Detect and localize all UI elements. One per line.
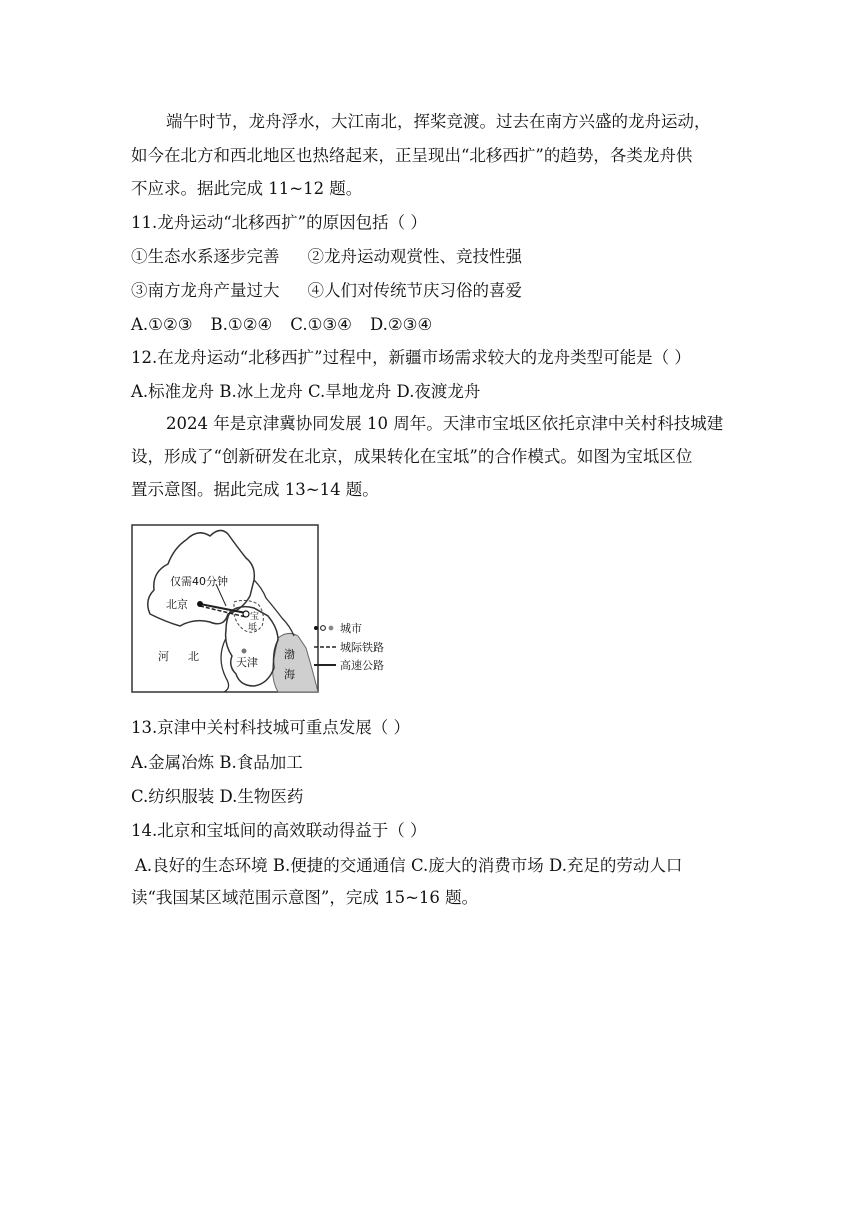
intro-paragraph-1-line-1: 端午时节，龙舟浮水，大江南北，挥桨竞渡。过去在南方兴盛的龙舟运动，: [166, 112, 711, 131]
beijing-city-marker: [197, 601, 203, 607]
question-11-items-row-1: [131, 246, 522, 268]
legend-city-icon-3: [329, 626, 334, 631]
intro-paragraph-2-line-1: 2024 年是京津冀协同发展 10 周年。天津市宝坻区依托京津中关村科技城建: [166, 414, 724, 433]
baodi-label-2: 坻: [248, 623, 258, 633]
time-note-label: 仅需40分钟: [170, 575, 228, 588]
q11-item-2: ②龙舟运动观赏性、竞技性强: [307, 247, 522, 266]
hebei-label-1: 河: [158, 650, 169, 663]
q11-item-4: ④人们对传统节庆习俗的喜爱: [307, 281, 522, 300]
question-11-stem: 11.龙舟运动“北移西扩”的原因包括（ ）: [131, 213, 427, 232]
q11-option-a: A.①②③: [131, 315, 193, 334]
q11-option-c: C.①③④: [290, 315, 352, 334]
legend-railway-label: 城际铁路: [340, 641, 384, 654]
q11-item-3: ③南方龙舟产量过大: [131, 281, 280, 300]
bohai-label-2: 海: [284, 668, 295, 681]
question-14-options: A.良好的生态环境 B.便捷的交通通信 C.庞大的消费市场 D.充足的劳动人口: [135, 856, 683, 875]
outro-instruction: 读“我国某区域范围示意图”，完成 15~16 题。: [131, 888, 479, 907]
intro-paragraph-2-line-3: 置示意图。据此完成 13~14 题。: [131, 480, 379, 499]
q11-option-d: D.②③④: [369, 315, 433, 334]
q11-item-1: ①生态水系逐步完善: [131, 247, 280, 266]
legend-city-icon-1: [314, 626, 318, 630]
question-14-stem: 14.北京和宝坻间的高效联动得益于（ ）: [131, 821, 427, 840]
question-12-options: A.标准龙舟 B.冰上龙舟 C.旱地龙舟 D.夜渡龙舟: [131, 382, 481, 401]
legend-city-icon-2: [321, 626, 326, 631]
question-13-stem: 13.京津中关村科技城可重点发展（ ）: [131, 718, 410, 737]
baodi-city-marker: [243, 611, 249, 617]
question-13-options-cd: C.纺织服装 D.生物医药: [131, 787, 304, 806]
question-11-items-row-2: [131, 280, 522, 302]
question-12-stem: 12.在龙舟运动“北移西扩”过程中，新疆市场需求较大的龙舟类型可能是（ ）: [131, 348, 691, 367]
intro-paragraph-2-line-2: 设，形成了“创新研发在北京，成果转化在宝坻”的合作模式。如图为宝坻区位: [131, 447, 693, 466]
legend-highway-label: 高速公路: [340, 659, 384, 672]
beijing-label: 北京: [166, 598, 188, 611]
baodi-location-map: [128, 518, 400, 698]
intro-paragraph-1-line-3: 不应求。据此完成 11~12 题。: [131, 179, 363, 198]
intro-paragraph-1-line-2: 如今在北方和西北地区也热络起来，正呈现出“北移西扩”的趋势，各类龙舟供: [131, 146, 693, 165]
tianjin-city-marker: [242, 649, 247, 654]
bohai-label-1: 渤: [284, 648, 295, 661]
question-11-options: [131, 314, 432, 336]
legend-city-label: 城市: [340, 622, 362, 635]
baodi-label-1: 宝: [250, 612, 260, 622]
hebei-label-2: 北: [188, 650, 199, 663]
tianjin-label: 天津: [236, 656, 258, 669]
q11-option-b: B.①②④: [210, 315, 273, 334]
question-13-options-ab: A.金属冶炼 B.食品加工: [131, 753, 303, 772]
